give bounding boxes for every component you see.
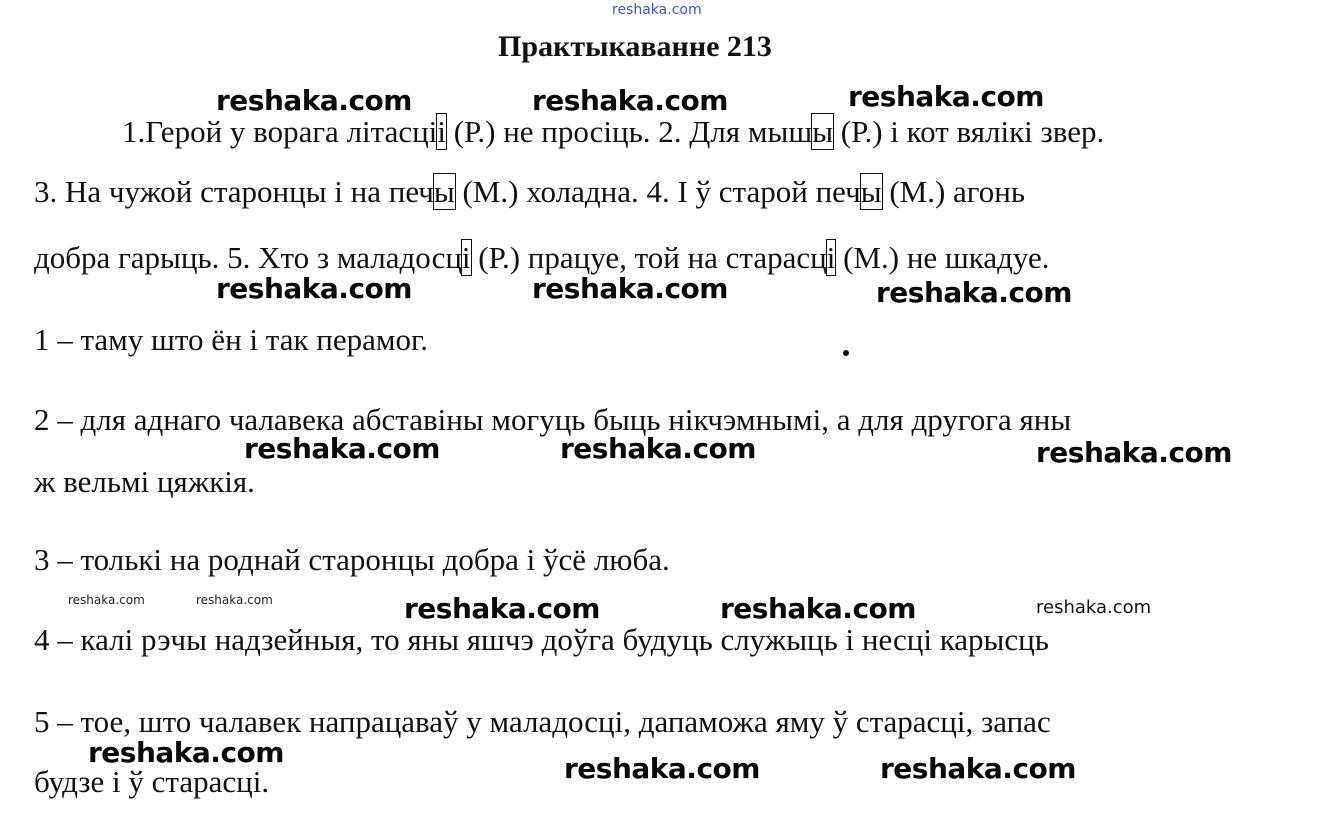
watermark: reshaka.com [876,276,1072,309]
watermark: reshaka.com [560,432,756,465]
text-part: (Р.) не просіць. 2. Для мыш [445,114,813,149]
watermark-small: reshaka.com [68,593,145,607]
exercise-line-3 [34,240,1050,276]
boxed-ending: ы [433,174,455,209]
watermark: reshaka.com [880,752,1076,785]
exercise-line-1 [122,114,1104,150]
text-part: (Р.) і кот вялікі звер. [833,114,1105,149]
watermark: reshaka.com [564,752,760,785]
watermark: reshaka.com [216,84,412,117]
page-title: Практыкаванне 213 [498,30,772,63]
answer-2-line-2: ж вельмі цяжкія. [34,464,255,499]
watermark-small: reshaka.com [196,593,273,607]
answer-4: 4 – калі рэчы надзейныя, то яны яшчэ доўга будуць служыць і несці карысць [34,622,1049,657]
text-part: (М.) холадна. 4. І ў старой печ [454,174,861,209]
watermark: reshaka.com [848,80,1044,113]
answer-1: 1 – таму што ён і так перамог. [34,322,428,357]
watermark: reshaka.com [404,592,600,625]
boxed-ending: і [437,114,446,149]
text-part: 3. На чужой старонцы і на печ [34,174,434,209]
text-part: (Р.) працуе, той на старасц [470,240,827,275]
boxed-ending: і [826,240,836,275]
answer-5-line-2: будзе і ў старасці. [34,764,270,799]
answer-2-line-1: 2 – для аднаго чалавека абставіны могуць быць нікчэмнымі, а для другога яны [34,402,1072,437]
text-part: (М.) не шкадуе. [835,240,1050,275]
watermark: reshaka.com [1036,436,1232,469]
watermark: reshaka.com [532,272,728,305]
boxed-ending: і [461,240,471,275]
stray-dot [843,350,849,356]
text-part: 1.Герой у ворага літасці [122,114,438,149]
boxed-ending: ы [812,114,834,149]
text-part: (М.) агонь [881,174,1025,209]
watermark: reshaka.com [720,592,916,625]
boxed-ending: ы [860,174,882,209]
watermark: reshaka.com [244,432,440,465]
answer-3: 3 – толькі на роднай старонцы добра і ўсё люба. [34,542,670,577]
watermark: reshaka.com [88,736,284,769]
site-link[interactable]: reshaka.com [612,2,702,18]
exercise-line-2 [34,174,1025,210]
text-part: добра гарыць. 5. Хто з маладосц [34,240,462,275]
watermark: reshaka.com [216,272,412,305]
answer-5-line-1: 5 – тое, што чалавек напрацаваў у маладосці, дапаможа яму ў старасці, запас [34,704,1051,739]
watermark-medium: reshaka.com [1036,597,1152,618]
watermark: reshaka.com [532,84,728,117]
